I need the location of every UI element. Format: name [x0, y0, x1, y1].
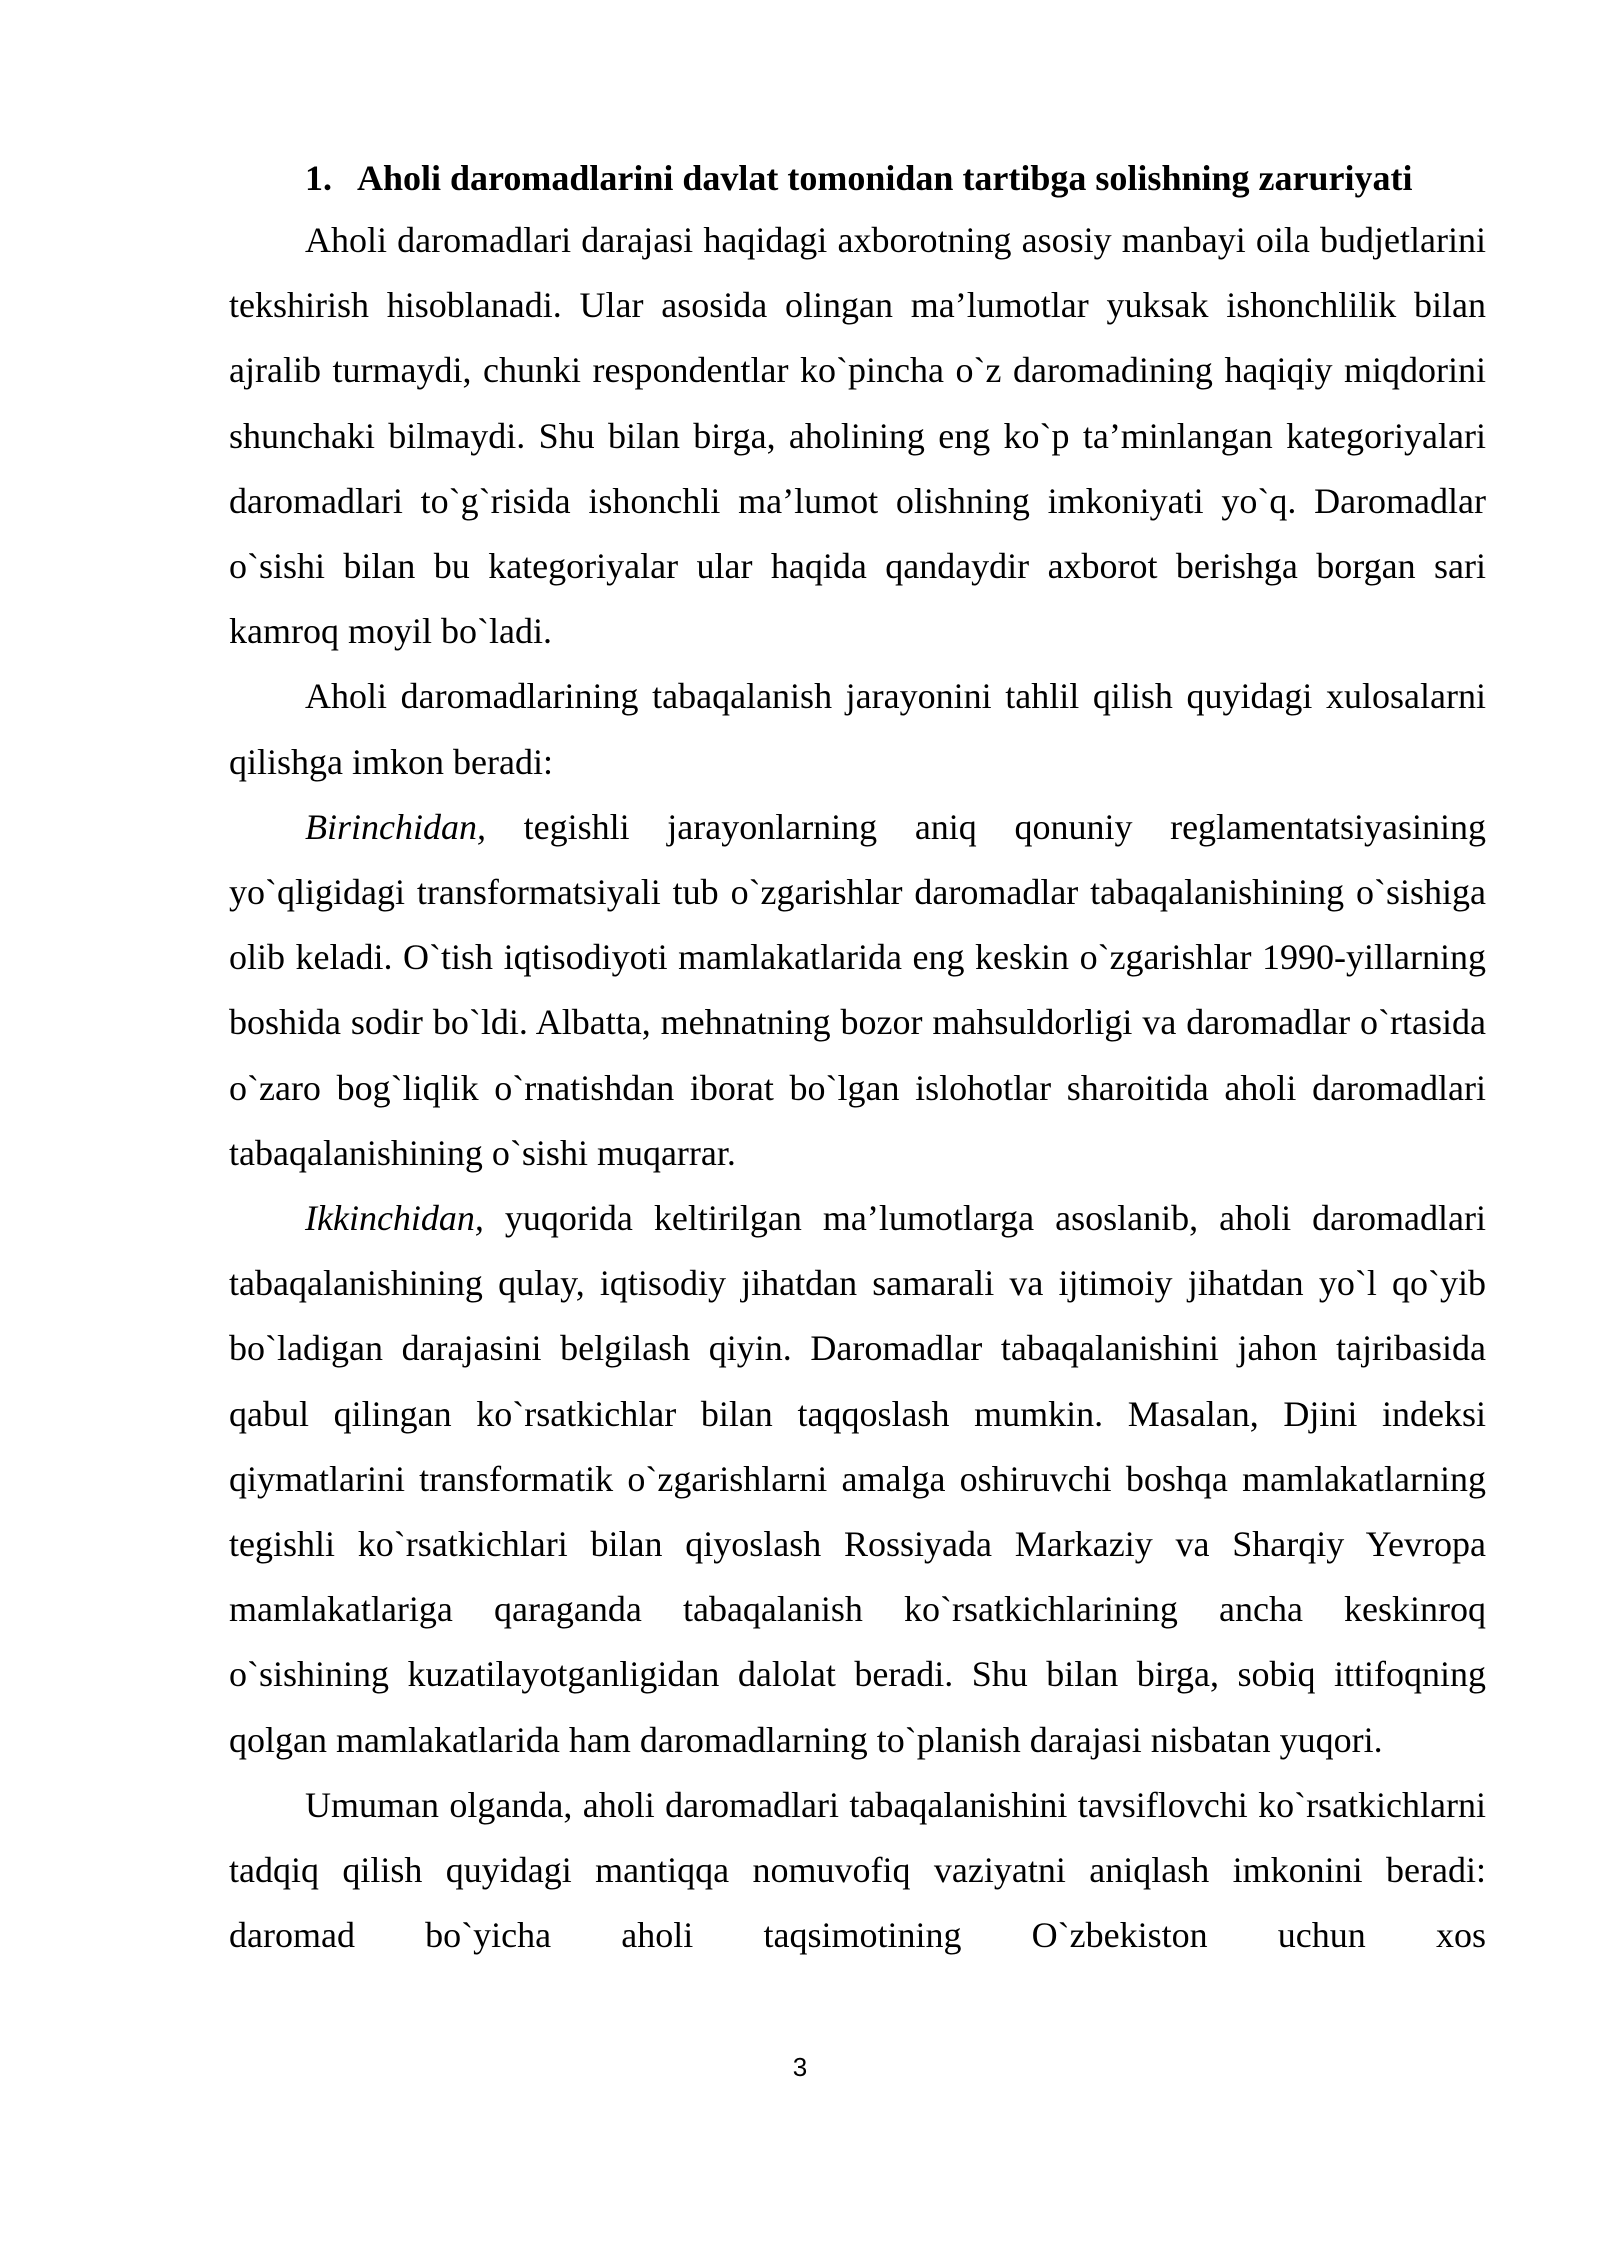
paragraph-3: [229, 795, 1486, 1186]
paragraph-4: [229, 1186, 1486, 1773]
paragraph-2: [229, 664, 1486, 794]
document-page: [229, 148, 1486, 1968]
section-number: 1.: [305, 158, 332, 198]
paragraph-lead: Birinchidan,: [305, 806, 486, 847]
paragraph-text: Aholi daromadlari darajasi haqidagi axborotning asosiy manbayi oila budjetlarini tekshirish hisoblanadi. Ular asosida olingan ma’lumotlar yuksak ishonchlilik bilan ajralib turmaydi, chunki respondentlar ko`pincha o`z daromadining haqiqiy miqdorini shunchaki bilmaydi. Shu bilan birga, aholining eng ko`p ta’minlangan kategoriyalari daromadlari to`g`risida ishonchli ma’lumot olishning imkoniyati yo`q. Daromadlar o`sishi bilan bu kategoriyalar ular haqida qandaydir axborot berishga borgan sari kamroq moyil bo`ladi.: [229, 220, 1486, 652]
paragraph-text: yuqorida keltirilgan ma’lumotlarga asoslanib, aholi daromadlari tabaqalanishining qulay, iqtisodiy jihatdan samarali va ijtimoiy jihatdan yo`l qo`yib bo`ladigan darajasini belgilash qiyin. Daromadlar tabaqalanishini jahon tajribasida qabul qilingan ko`rsatkichlar bilan taqqoslash mumkin. Masalan, Djini indeksi qiymatlarini transformatik o`zgarishlarni amalga oshiruvchi boshqa mamlakatlarning tegishli ko`rsatkichlari bilan qiyoslash Rossiyada Markaziy va Sharqiy Yevropa mamlakatlariga qaraganda tabaqalanish ko`rsatkichlarining ancha keskinroq o`sishining kuzatilayotganligidan dalolat beradi. Shu bilan birga, sobiq ittifoqning qolgan mamlakatlarida ham daromadlarning to`planish darajasi nisbatan yuqori.: [229, 1198, 1486, 1760]
paragraph-1: [229, 208, 1486, 664]
paragraph-lead: Ikkinchidan,: [305, 1198, 484, 1239]
section-title: Aholi daromadlarini davlat tomonidan tartibga solishning zaruriyati: [357, 158, 1413, 198]
paragraph-text: tegishli jarayonlarning aniq qonuniy reglamentatsiyasining yo`qligidagi transformatsiyali tub o`zgarishlar daromadlar tabaqalanishining o`sishiga olib keladi. O`tish iqtisodiyoti mamlakatlarida eng keskin o`zgarishlar 1990-yillarning boshida sodir bo`ldi. Albatta, mehnatning bozor mahsuldorligi va daromadlar o`rtasida o`zaro bog`liqlik o`rnatishdan iborat bo`lgan islohotlar sharoitida aholi daromadlari tabaqalanishining o`sishi muqarrar.: [229, 806, 1486, 1173]
paragraph-text: Umuman olganda, aholi daromadlari tabaqalanishini tavsiflovchi ko`rsatkichlarni tadqiq qilish quyidagi mantiqqa nomuvofiq vaziyatni aniqlash imkonini beradi: daromad bo`yicha aholi taqsimotining O`zbekiston uchun xos: [229, 1784, 1486, 1956]
section-heading: [229, 148, 1486, 208]
page-number: 3: [792, 2052, 808, 2082]
paragraph-text: Aholi daromadlarining tabaqalanish jarayonini tahlil qilish quyidagi xulosalarni qilishga imkon beradi:: [229, 676, 1486, 782]
paragraph-5: [229, 1773, 1486, 1969]
